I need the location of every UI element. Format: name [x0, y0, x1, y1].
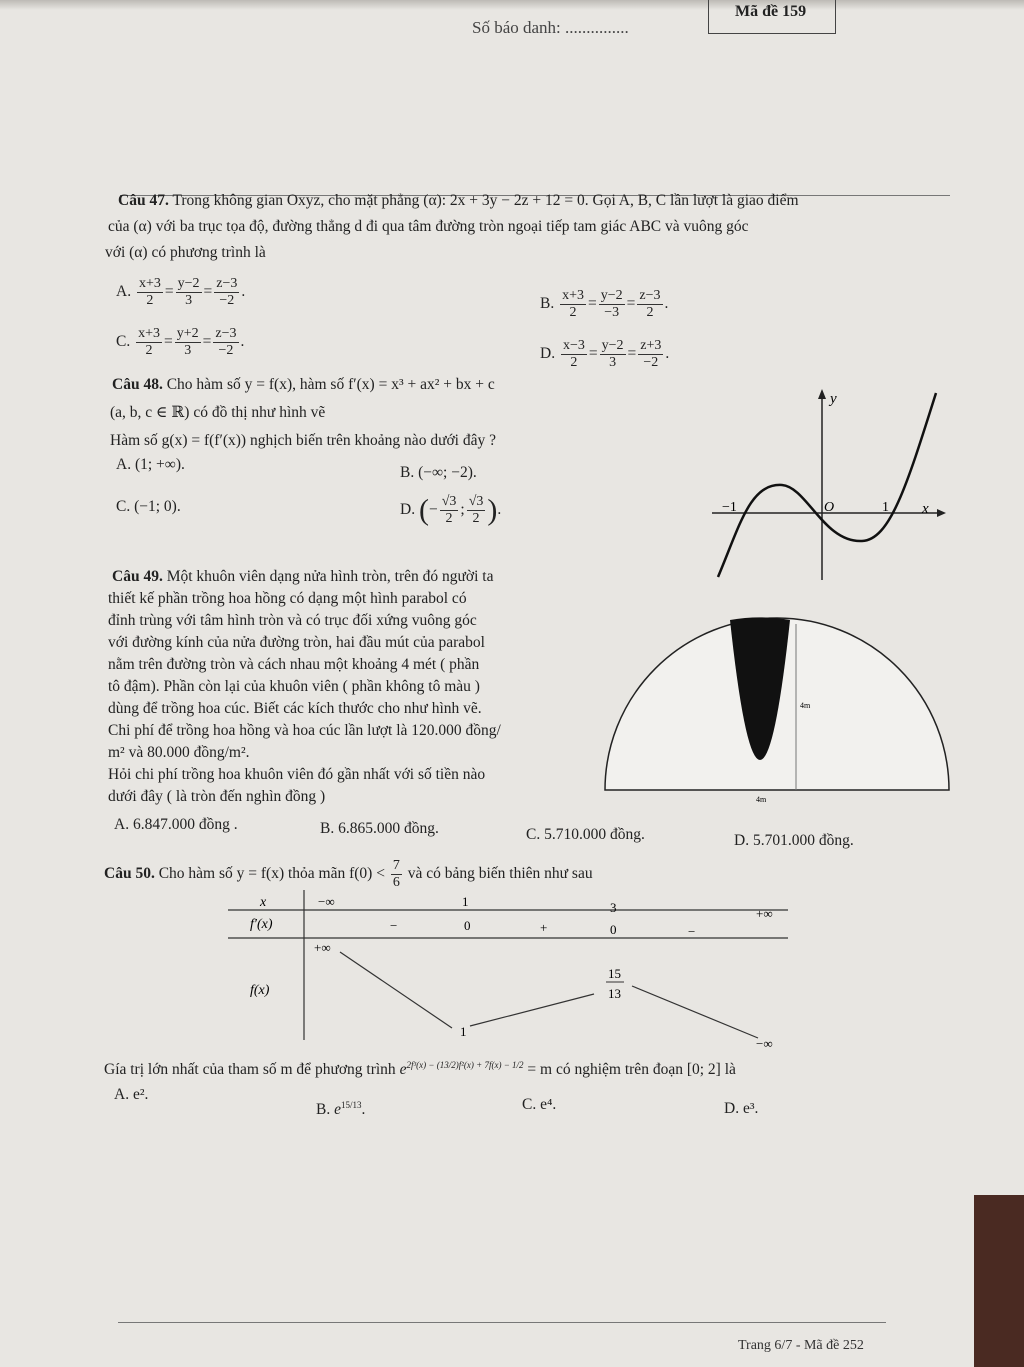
- sign-minus-1: −: [390, 918, 398, 933]
- q49-text1: Một khuôn viên dạng nửa hình tròn, trên đó người ta: [166, 568, 494, 585]
- q49-line8: Chi phí để trồng hoa hồng và hoa cúc lần lượt là 120.000 đồng/: [108, 722, 501, 739]
- q50-option-d: D. e³.: [724, 1100, 759, 1117]
- q50-option-b: B. $e^{15/13}$.: [316, 1100, 366, 1119]
- q49-line4: với đường kính của nửa đường tròn, hai đầu mút của parabol: [108, 634, 485, 651]
- den: −2: [218, 343, 234, 358]
- den: −2: [643, 355, 659, 370]
- q48-title: Câu 48.: [112, 376, 163, 393]
- q48-d-label: D.: [400, 501, 416, 519]
- q47-d-frac2: [600, 338, 626, 371]
- den: 2: [646, 305, 654, 320]
- q47-b-label: B.: [540, 295, 555, 313]
- x-neg-inf: −∞: [318, 894, 335, 909]
- sign-minus-2: −: [688, 924, 696, 939]
- exam-code-box: Mã đề 159: [708, 0, 836, 34]
- tick-one: 1: [882, 500, 889, 515]
- sbd-label: Số báo danh: ...............: [472, 18, 629, 37]
- q49-option-d: D. 5.701.000 đồng.: [734, 832, 854, 849]
- q47-line1: [118, 190, 799, 212]
- q50-variation-table: [228, 890, 798, 1050]
- q50-frac: [391, 858, 402, 891]
- q50-line1: [104, 858, 593, 891]
- num: z−3: [215, 326, 237, 341]
- arrow-down-1: [340, 952, 452, 1028]
- num: z+3: [640, 338, 662, 353]
- row-x-label: x: [260, 895, 267, 910]
- q47-option-b: B. $\frac{x+3}{2}$ = $\frac{y-2}{-3}$ = $\frac{z-3}{2}$ .: [540, 288, 669, 320]
- fx-top-left: +∞: [314, 940, 331, 955]
- fprime-curve: [718, 393, 936, 577]
- q47-d-frac3: [638, 338, 663, 371]
- x-axis-label: x: [922, 501, 929, 517]
- q47-a-frac2: [176, 276, 202, 309]
- den: 2: [146, 293, 154, 308]
- q49-line3: đỉnh trùng với tâm hình tròn và có trục đối xứng vuông góc: [108, 612, 477, 629]
- q50-question-a: Gía trị lớn nhất của tham số m để phương trình: [104, 1061, 396, 1079]
- fx-max-den: 13: [608, 986, 621, 1001]
- q49-line9: m² và 80.000 đồng/m².: [108, 744, 250, 761]
- den: 3: [609, 355, 617, 370]
- page-footer: Trang 6/7 - Mã đề 252: [738, 1338, 864, 1353]
- q49-line1: [112, 566, 493, 588]
- den: −2: [219, 293, 235, 308]
- q50-exp-base: e: [399, 1061, 407, 1079]
- den: 2: [445, 511, 453, 526]
- q49-line2: thiết kế phần trồng hoa hồng có dạng một hình parabol có: [108, 590, 467, 607]
- q48-graph: [712, 385, 952, 585]
- fx-min-value: 1: [460, 1024, 467, 1039]
- den: 2: [569, 305, 577, 320]
- background-edge: [974, 1195, 1024, 1367]
- row-fprime-label: f′(x): [250, 917, 273, 932]
- q48-line1: [112, 374, 495, 396]
- q49-line10: Hỏi chi phí trồng hoa khuôn viên đó gần nhất với số tiền nào: [108, 766, 486, 783]
- q47-b-frac1: [560, 288, 586, 321]
- x-three: 3: [610, 900, 617, 915]
- q48-line2: (a, b, c ∈ ℝ) có đồ thị như hình vẽ: [110, 404, 326, 421]
- tick-minus-one: −1: [722, 500, 737, 515]
- fx-bottom-right: −∞: [756, 1036, 773, 1050]
- y-axis-arrow-icon: [818, 389, 826, 399]
- x-one: 1: [462, 894, 469, 909]
- q50-option-a: A. e².: [114, 1086, 149, 1103]
- num: 7: [392, 858, 400, 873]
- fx-max-num: 15: [608, 966, 621, 981]
- row-fx-label: f(x): [250, 983, 270, 998]
- q47-b-frac3: [637, 288, 662, 321]
- q50-b-label: B.: [316, 1101, 331, 1119]
- q48-line3: Hàm số g(x) = f(f′(x)) nghịch biến trên khoảng nào dưới đây ?: [110, 432, 496, 449]
- q49-line11: dưới đây ( là tròn đến nghìn đồng ): [108, 788, 326, 805]
- den: −3: [604, 305, 620, 320]
- q48-option-a: A. (1; +∞).: [116, 456, 185, 473]
- q48-option-d: D. (− $\frac{√3}{2}$ ; $\frac{√3}{2}$ ).: [400, 493, 502, 527]
- x-axis-arrow-icon: [937, 509, 946, 517]
- q47-c-frac3: [213, 326, 238, 359]
- q47-option-a: A. $\frac{x+3}{2}$ = $\frac{y-2}{3}$ = $\frac{z-3}{-2}$ .: [116, 276, 246, 308]
- y-axis-label: y: [830, 391, 837, 407]
- q49-line7: dùng để trồng hoa cúc. Biết các kích thước cho như hình vẽ.: [108, 700, 482, 717]
- num: y−2: [600, 288, 623, 303]
- q47-option-d: D. $\frac{x-3}{2}$ = $\frac{y-2}{3}$ = $\frac{z+3}{-2}$ .: [540, 338, 670, 370]
- q48-option-c: C. (−1; 0).: [116, 498, 181, 515]
- bottom-dimension-label: 4m: [756, 795, 767, 804]
- q48-option-b: B. (−∞; −2).: [400, 464, 477, 481]
- q50-exp-power: 2f³(x) − (13/2)f²(x) + 7f(x) − 1/2: [406, 1060, 524, 1070]
- side-dimension-label: 4m: [800, 701, 811, 710]
- num: x+3: [562, 288, 584, 303]
- q49-title: Câu 49.: [112, 568, 163, 585]
- q47-d-label: D.: [540, 345, 556, 363]
- q50-question-b: = m có nghiệm trên đoạn [0; 2] là: [527, 1061, 736, 1079]
- num: x−3: [562, 338, 585, 353]
- q47-c-frac1: [136, 326, 162, 359]
- q47-text1: Trong không gian Oxyz, cho mặt phẳng (α): 2x + 3y − 2z + 12 = 0. Gọi A, B, C lần lượt là giao điểm: [172, 192, 799, 209]
- q47-c-frac2: [175, 326, 201, 359]
- q47-c-label: C.: [116, 333, 131, 351]
- den: 2: [472, 511, 480, 526]
- q49-option-c: C. 5.710.000 đồng.: [526, 826, 645, 843]
- q47-a-frac3: [214, 276, 239, 309]
- num: √3: [468, 494, 484, 509]
- num: y−2: [601, 338, 624, 353]
- q50-b-power: 15/13: [340, 1100, 362, 1110]
- q50-intro-b: và có bảng biến thiên như sau: [407, 865, 593, 883]
- q48-d-frac1: [440, 494, 459, 527]
- origin-label: O: [824, 500, 835, 515]
- den: 6: [392, 875, 400, 890]
- den: 3: [184, 343, 192, 358]
- q49-line6: tô đậm). Phần còn lại của khuôn viên ( phần không tô màu ): [108, 678, 480, 695]
- num: y+2: [176, 326, 199, 341]
- q48-text1: Cho hàm số y = f(x), hàm số f′(x) = x³ + ax² + bx + c: [166, 376, 495, 393]
- zero-2: 0: [610, 922, 617, 937]
- den: 2: [145, 343, 153, 358]
- q47-line3: với (α) có phương trình là: [105, 244, 266, 261]
- q50-line2: [104, 1054, 736, 1081]
- arrow-down-2: [632, 986, 758, 1038]
- q49-option-a: A. 6.847.000 đồng .: [114, 816, 238, 833]
- x-pos-inf: +∞: [756, 906, 773, 921]
- num: z−3: [639, 288, 661, 303]
- page-top-shadow: [0, 0, 1024, 10]
- bottom-divider: [118, 1322, 886, 1323]
- zero-1: 0: [464, 918, 471, 933]
- q50-title: Câu 50.: [104, 865, 155, 883]
- q47-a-frac1: [137, 276, 163, 309]
- q50-option-c: C. e⁴.: [522, 1096, 557, 1113]
- arrow-up: [470, 994, 594, 1026]
- num: y−2: [177, 276, 200, 291]
- num: √3: [441, 494, 457, 509]
- sign-plus: +: [540, 920, 548, 935]
- q47-line2: của (α) với ba trục tọa độ, đường thẳng d đi qua tâm đường tròn ngoại tiếp tam giác ABC và vuông góc: [108, 218, 749, 235]
- q50-b-base: e: [334, 1101, 341, 1119]
- q47-a-label: A.: [116, 283, 132, 301]
- num: z−3: [216, 276, 238, 291]
- q49-line5: nằm trên đường tròn và cách nhau một khoảng 4 mét ( phần: [108, 656, 480, 673]
- q47-option-c: C. $\frac{x+3}{2}$ = $\frac{y+2}{3}$ = $\frac{z-3}{-2}$ .: [116, 326, 245, 358]
- q48-d-frac2: [467, 494, 486, 527]
- q50-intro-a: Cho hàm số y = f(x) thỏa mãn f(0) <: [158, 865, 385, 883]
- num: x+3: [138, 276, 161, 291]
- den: 2: [570, 355, 578, 370]
- num: x+3: [138, 326, 160, 341]
- q49-figure: [600, 600, 960, 810]
- q47-b-frac2: [599, 288, 625, 321]
- den: 3: [185, 293, 193, 308]
- q49-option-b: B. 6.865.000 đồng.: [320, 820, 439, 837]
- q47-d-frac1: [561, 338, 587, 371]
- q47-title: Câu 47.: [118, 192, 169, 209]
